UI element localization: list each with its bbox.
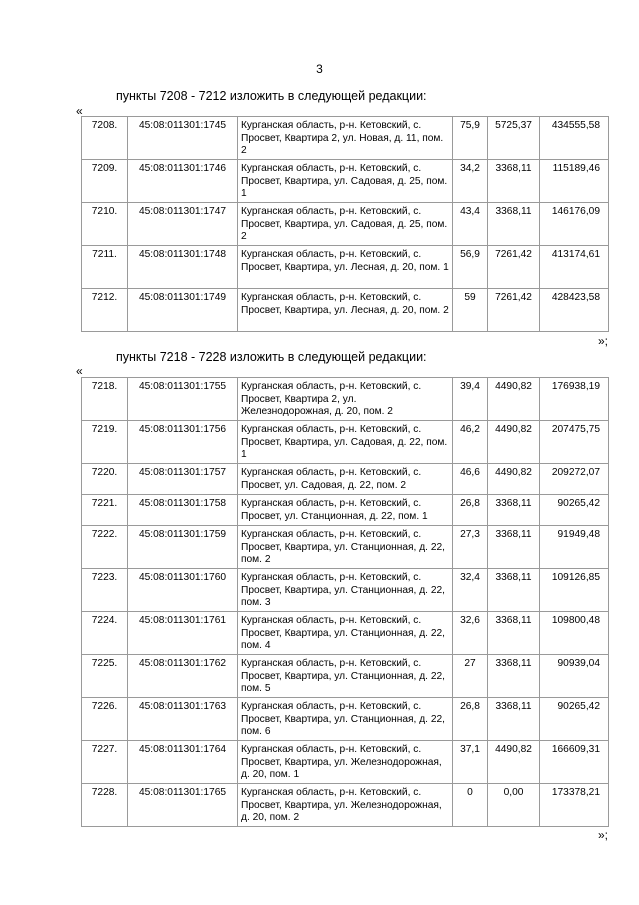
area-cell: 56,9: [453, 246, 488, 289]
cost-cell: 90265,42: [540, 495, 609, 526]
table-row: [82, 246, 609, 289]
table-row: [82, 495, 609, 526]
price-cell: 3368,11: [488, 569, 540, 612]
area-cell: 39,4: [453, 378, 488, 421]
price-cell: 3368,11: [488, 612, 540, 655]
address-cell: Курганская область, р-н. Кетовский, с. Просвет, Квартира, ул. Станционная, д. 22, пом. 3: [238, 569, 453, 612]
area-cell: 27,3: [453, 526, 488, 569]
price-cell: 4490,82: [488, 421, 540, 464]
cost-cell: 173378,21: [540, 784, 609, 827]
table-row: [82, 612, 609, 655]
row-number-cell: 7212.: [82, 289, 128, 332]
table-row: [82, 117, 609, 160]
section-1-intro: пункты 7208 - 7212 изложить в следующей редакции:: [116, 89, 427, 103]
cadastral-number-cell: 45:08:011301:1763: [128, 698, 238, 741]
table-row: [82, 655, 609, 698]
cadastral-number-cell: 45:08:011301:1757: [128, 464, 238, 495]
cost-cell: 434555,58: [540, 117, 609, 160]
address-cell: Курганская область, р-н. Кетовский, с. Просвет, Квартира, ул. Железнодорожная, д. 20, пом. 2: [238, 784, 453, 827]
section-1-open-quote: «: [76, 104, 83, 118]
address-cell: Курганская область, р-н. Кетовский, с. Просвет, Квартира, ул. Станционная, д. 22, пом. 4: [238, 612, 453, 655]
table-row: [82, 160, 609, 203]
cadastral-number-cell: 45:08:011301:1746: [128, 160, 238, 203]
table-row: [82, 289, 609, 332]
area-cell: 34,2: [453, 160, 488, 203]
area-cell: 0: [453, 784, 488, 827]
price-cell: 3368,11: [488, 526, 540, 569]
row-number-cell: 7223.: [82, 569, 128, 612]
section-2-open-quote: «: [76, 364, 83, 378]
area-cell: 32,6: [453, 612, 488, 655]
table-row: [82, 421, 609, 464]
cost-cell: 176938,19: [540, 378, 609, 421]
cadastral-number-cell: 45:08:011301:1758: [128, 495, 238, 526]
row-number-cell: 7221.: [82, 495, 128, 526]
area-cell: 32,4: [453, 569, 488, 612]
table-row: [82, 203, 609, 246]
section-1-table: [81, 116, 609, 332]
address-cell: Курганская область, р-н. Кетовский, с. Просвет, ул. Садовая, д. 22, пом. 2: [238, 464, 453, 495]
row-number-cell: 7228.: [82, 784, 128, 827]
page-number: 3: [316, 62, 323, 76]
row-number-cell: 7220.: [82, 464, 128, 495]
cadastral-number-cell: 45:08:011301:1755: [128, 378, 238, 421]
price-cell: 7261,42: [488, 289, 540, 332]
area-cell: 26,8: [453, 698, 488, 741]
cadastral-number-cell: 45:08:011301:1745: [128, 117, 238, 160]
row-number-cell: 7225.: [82, 655, 128, 698]
cost-cell: 428423,58: [540, 289, 609, 332]
price-cell: 4490,82: [488, 464, 540, 495]
area-cell: 75,9: [453, 117, 488, 160]
cadastral-number-cell: 45:08:011301:1764: [128, 741, 238, 784]
address-cell: Курганская область, р-н. Кетовский, с. Просвет, Квартира, ул. Садовая, д. 25, пом. 1: [238, 160, 453, 203]
row-number-cell: 7211.: [82, 246, 128, 289]
price-cell: 3368,11: [488, 203, 540, 246]
cadastral-number-cell: 45:08:011301:1762: [128, 655, 238, 698]
cadastral-number-cell: 45:08:011301:1759: [128, 526, 238, 569]
cost-cell: 413174,61: [540, 246, 609, 289]
row-number-cell: 7224.: [82, 612, 128, 655]
area-cell: 26,8: [453, 495, 488, 526]
section-1-close-quote: »;: [598, 334, 609, 348]
row-number-cell: 7227.: [82, 741, 128, 784]
area-cell: 59: [453, 289, 488, 332]
address-cell: Курганская область, р-н. Кетовский, с. Просвет, Квартира 2, ул. Новая, д. 11, пом. 2: [238, 117, 453, 160]
row-number-cell: 7222.: [82, 526, 128, 569]
cadastral-number-cell: 45:08:011301:1756: [128, 421, 238, 464]
cost-cell: 166609,31: [540, 741, 609, 784]
address-cell: Курганская область, р-н. Кетовский, с. Просвет, ул. Станционная, д. 22, пом. 1: [238, 495, 453, 526]
cost-cell: 90939,04: [540, 655, 609, 698]
row-number-cell: 7226.: [82, 698, 128, 741]
table-row: [82, 569, 609, 612]
table-row: [82, 741, 609, 784]
price-cell: 3368,11: [488, 655, 540, 698]
price-cell: 7261,42: [488, 246, 540, 289]
address-cell: Курганская область, р-н. Кетовский, с. Просвет, Квартира, ул. Станционная, д. 22, пом. 2: [238, 526, 453, 569]
address-cell: Курганская область, р-н. Кетовский, с. Просвет, Квартира, ул. Садовая, д. 25, пом. 2: [238, 203, 453, 246]
row-number-cell: 7219.: [82, 421, 128, 464]
area-cell: 43,4: [453, 203, 488, 246]
row-number-cell: 7208.: [82, 117, 128, 160]
price-cell: 3368,11: [488, 698, 540, 741]
cadastral-number-cell: 45:08:011301:1761: [128, 612, 238, 655]
cost-cell: 109800,48: [540, 612, 609, 655]
area-cell: 46,2: [453, 421, 488, 464]
address-cell: Курганская область, р-н. Кетовский, с. Просвет, Квартира 2, ул. Железнодорожная, д. 20, пом. 2: [238, 378, 453, 421]
section-2-intro: пункты 7218 - 7228 изложить в следующей редакции:: [116, 350, 427, 364]
row-number-cell: 7209.: [82, 160, 128, 203]
cost-cell: 146176,09: [540, 203, 609, 246]
table-row: [82, 698, 609, 741]
table-row: [82, 784, 609, 827]
address-cell: Курганская область, р-н. Кетовский, с. Просвет, Квартира, ул. Лесная, д. 20, пом. 2: [238, 289, 453, 332]
cadastral-number-cell: 45:08:011301:1765: [128, 784, 238, 827]
table-row: [82, 526, 609, 569]
cadastral-number-cell: 45:08:011301:1748: [128, 246, 238, 289]
area-cell: 46,6: [453, 464, 488, 495]
cost-cell: 209272,07: [540, 464, 609, 495]
address-cell: Курганская область, р-н. Кетовский, с. Просвет, Квартира, ул. Садовая, д. 22, пом. 1: [238, 421, 453, 464]
cadastral-number-cell: 45:08:011301:1760: [128, 569, 238, 612]
row-number-cell: 7218.: [82, 378, 128, 421]
cost-cell: 91949,48: [540, 526, 609, 569]
table-row: [82, 378, 609, 421]
section-2-close-quote: »;: [598, 828, 609, 842]
area-cell: 27: [453, 655, 488, 698]
address-cell: Курганская область, р-н. Кетовский, с. Просвет, Квартира, ул. Железнодорожная, д. 20, пом. 1: [238, 741, 453, 784]
address-cell: Курганская область, р-н. Кетовский, с. Просвет, Квартира, ул. Станционная, д. 22, пом. 5: [238, 655, 453, 698]
cost-cell: 207475,75: [540, 421, 609, 464]
table-row: [82, 464, 609, 495]
cadastral-number-cell: 45:08:011301:1747: [128, 203, 238, 246]
price-cell: 4490,82: [488, 378, 540, 421]
cadastral-number-cell: 45:08:011301:1749: [128, 289, 238, 332]
row-number-cell: 7210.: [82, 203, 128, 246]
price-cell: 3368,11: [488, 160, 540, 203]
area-cell: 37,1: [453, 741, 488, 784]
price-cell: 0,00: [488, 784, 540, 827]
address-cell: Курганская область, р-н. Кетовский, с. Просвет, Квартира, ул. Станционная, д. 22, пом. 6: [238, 698, 453, 741]
price-cell: 5725,37: [488, 117, 540, 160]
price-cell: 3368,11: [488, 495, 540, 526]
price-cell: 4490,82: [488, 741, 540, 784]
section-2-table: [81, 377, 609, 827]
cost-cell: 115189,46: [540, 160, 609, 203]
address-cell: Курганская область, р-н. Кетовский, с. Просвет, Квартира, ул. Лесная, д. 20, пом. 1: [238, 246, 453, 289]
cost-cell: 90265,42: [540, 698, 609, 741]
cost-cell: 109126,85: [540, 569, 609, 612]
